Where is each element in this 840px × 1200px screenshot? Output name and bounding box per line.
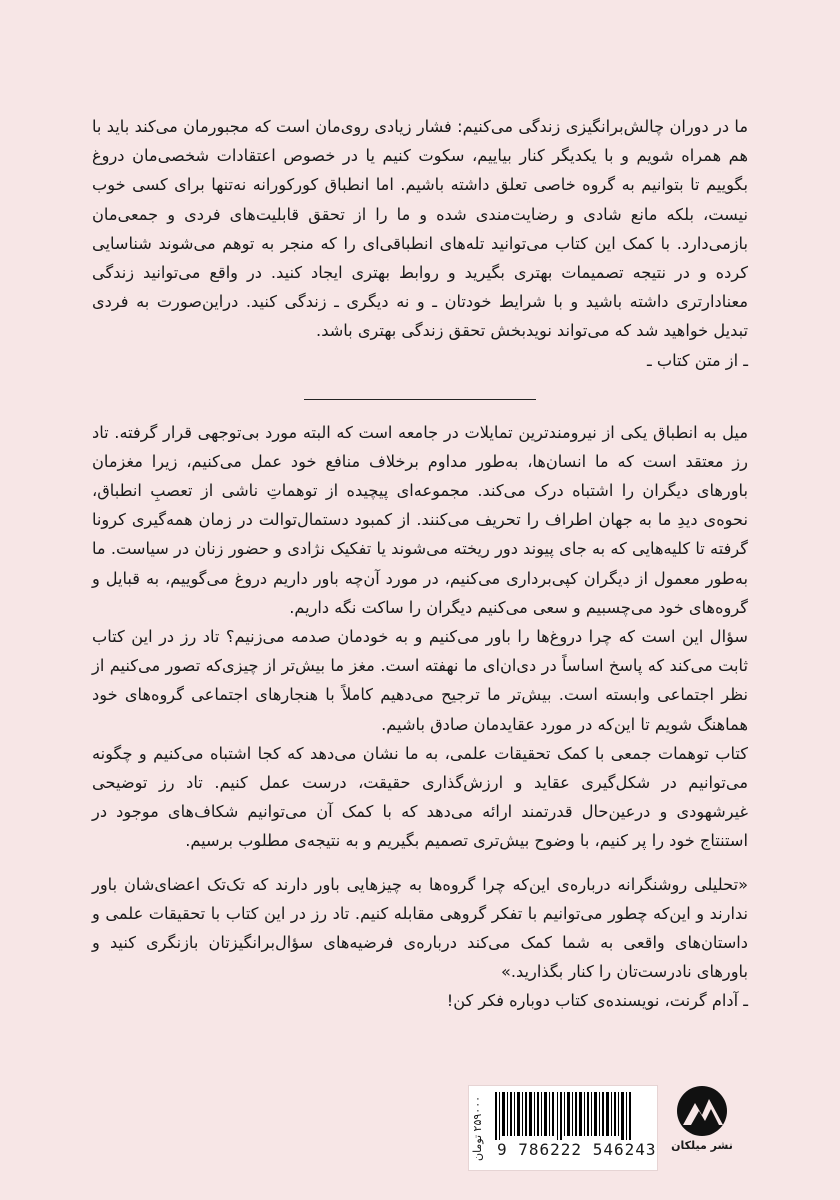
price-label: ۲۵۹۰۰۰ تومان <box>471 1095 484 1161</box>
endorsement-quote: «تحلیلی روشنگرانه درباره‌ی این‌که چرا گروه‌ها به چیزهایی باور دارند که تک‌تک اعضای‌شان باور ندارند و این‌که چطور می‌توانیم با تفکر گروهی مقابله کنیم. تاد رز در این کتاب با تحقیقات علمی و داستان‌های واقعی به شما کمک می‌کند درباره‌ی فرضیه‌های سؤال‌برانگیزتان بازنگری کنید و باورهای نادرست‌تان را کنار بگذارید.» <box>92 874 748 982</box>
description-paragraph-1: میل به انطباق یکی از نیرومندترین تمایلات در جامعه است که البته مورد بی‌توجهی قرار گرفته. تاد رز معتقد است که ما انسان‌ها، به‌طور مداوم برخلاف منافع خود عمل می‌کنیم، زیرا مغزمان باورهای دیگران را اشتباه درک می‌کند. مجموعه‌ای پیچیده از توهماتِ ناشی از تعصبِ انطباق، نحوه‌ی دیدِ ما به جهان اطراف را تحریف می‌کنند. از کمبود دستمال‌توالت در زمان همه‌گیری کرونا گرفته تا کلیه‌هایی که به جای پیوند دور ریخته می‌شوند یا تفکیک نژادی و حضور زنان در سیاست. ما به‌طور معمول از دیگران کپی‌برداری می‌کنیم، در مورد آن‌چه باور داریم دروغ می‌گوییم، به قبایل و گروه‌های خود می‌چسبیم و سعی می‌کنیم دیگران را ساکت نگه داریم. <box>92 422 748 617</box>
excerpt-source: ـ از متن کتاب ـ <box>646 350 748 370</box>
back-cover-text <box>92 112 748 1015</box>
excerpt-section <box>92 112 748 375</box>
barcode-icon <box>495 1092 635 1140</box>
mountain-logo-icon <box>669 1085 735 1137</box>
barcode-panel <box>468 1085 658 1171</box>
publisher-logo <box>666 1085 738 1163</box>
publisher-name: نشر میلکان <box>671 1139 733 1152</box>
excerpt-paragraph: ما در دوران چالش‌برانگیزی زندگی می‌کنیم: فشار زیادی روی‌مان است که مجبورمان می‌کند باید با هم همراه شویم و با یکدیگر کنار بیاییم، سکوت کنیم یا در خصوص اعتقادات شخصی‌مان دروغ بگوییم تا بتوانیم به گروه خاصی تعلق داشته باشیم. اما انطباق کورکورانه نه‌تنها برای کسی خوب نیست، بلکه مانع شادی و رضایت‌مندی شده و ما را از تحقق قابلیت‌های فردی و جمعی‌مان بازمی‌دارد. با کمک این کتاب می‌توانید تله‌های انطباقی‌ای را که منجر به توهم می‌شوند شناسایی کرده و در نتیجه تصمیمات بهتری بگیرید و روابط بهتری ایجاد کنید. در واقع می‌توانید زندگی معنادارتری داشته باشید و با شرایط خودتان ـ و نه دیگری ـ زندگی کنید. دراین‌صورت به فردی تبدیل خواهید شد که می‌تواند نویدبخش تحقق زندگی بهتری باشد. <box>92 117 748 341</box>
description-paragraph-2: سؤال این است که چرا دروغ‌ها را باور می‌کنیم و به خودمان صدمه می‌زنیم؟ تاد رز در این کتاب ثابت می‌کند که پاسخ اساساً در دی‌ان‌ای ما نهفته است. مغز ما بیش‌تر از چیزی‌که تصور می‌کنیم از نظر اجتماعی وابسته است. بیش‌تر ما ترجیح می‌دهیم کاملاً با هنجارهای اجتماعی گروه‌های خود هماهنگ شویم تا این‌که در مورد عقایدمان صادق باشیم. <box>92 627 748 734</box>
description-paragraph-3: کتاب توهمات جمعی با کمک تحقیقات علمی، به ما نشان می‌دهد که کجا اشتباه می‌کنیم و چگونه می‌توانیم در شکل‌گیری عقاید و ارزش‌گذاری حقیقت، درست عمل کنیم. تاد رز توضیحی غیرشهودی و درعین‌حال قدرتمند ارائه می‌دهد که با کمک آن می‌توانیم شکاف‌های موجود در استنتاج خود را پر کنیم، با وضوح بیش‌تری تصمیم بگیریم و به نتیجه‌ی مطلوب برسیم. <box>92 743 748 851</box>
section-divider <box>304 399 536 400</box>
endorsement-attribution: ـ آدام گرنت، نویسنده‌ی کتاب دوباره فکر کن! <box>446 991 748 1011</box>
endorsement-section <box>92 870 748 1016</box>
description-section <box>92 418 748 856</box>
isbn-number: 9 786222 546243 <box>497 1140 657 1159</box>
